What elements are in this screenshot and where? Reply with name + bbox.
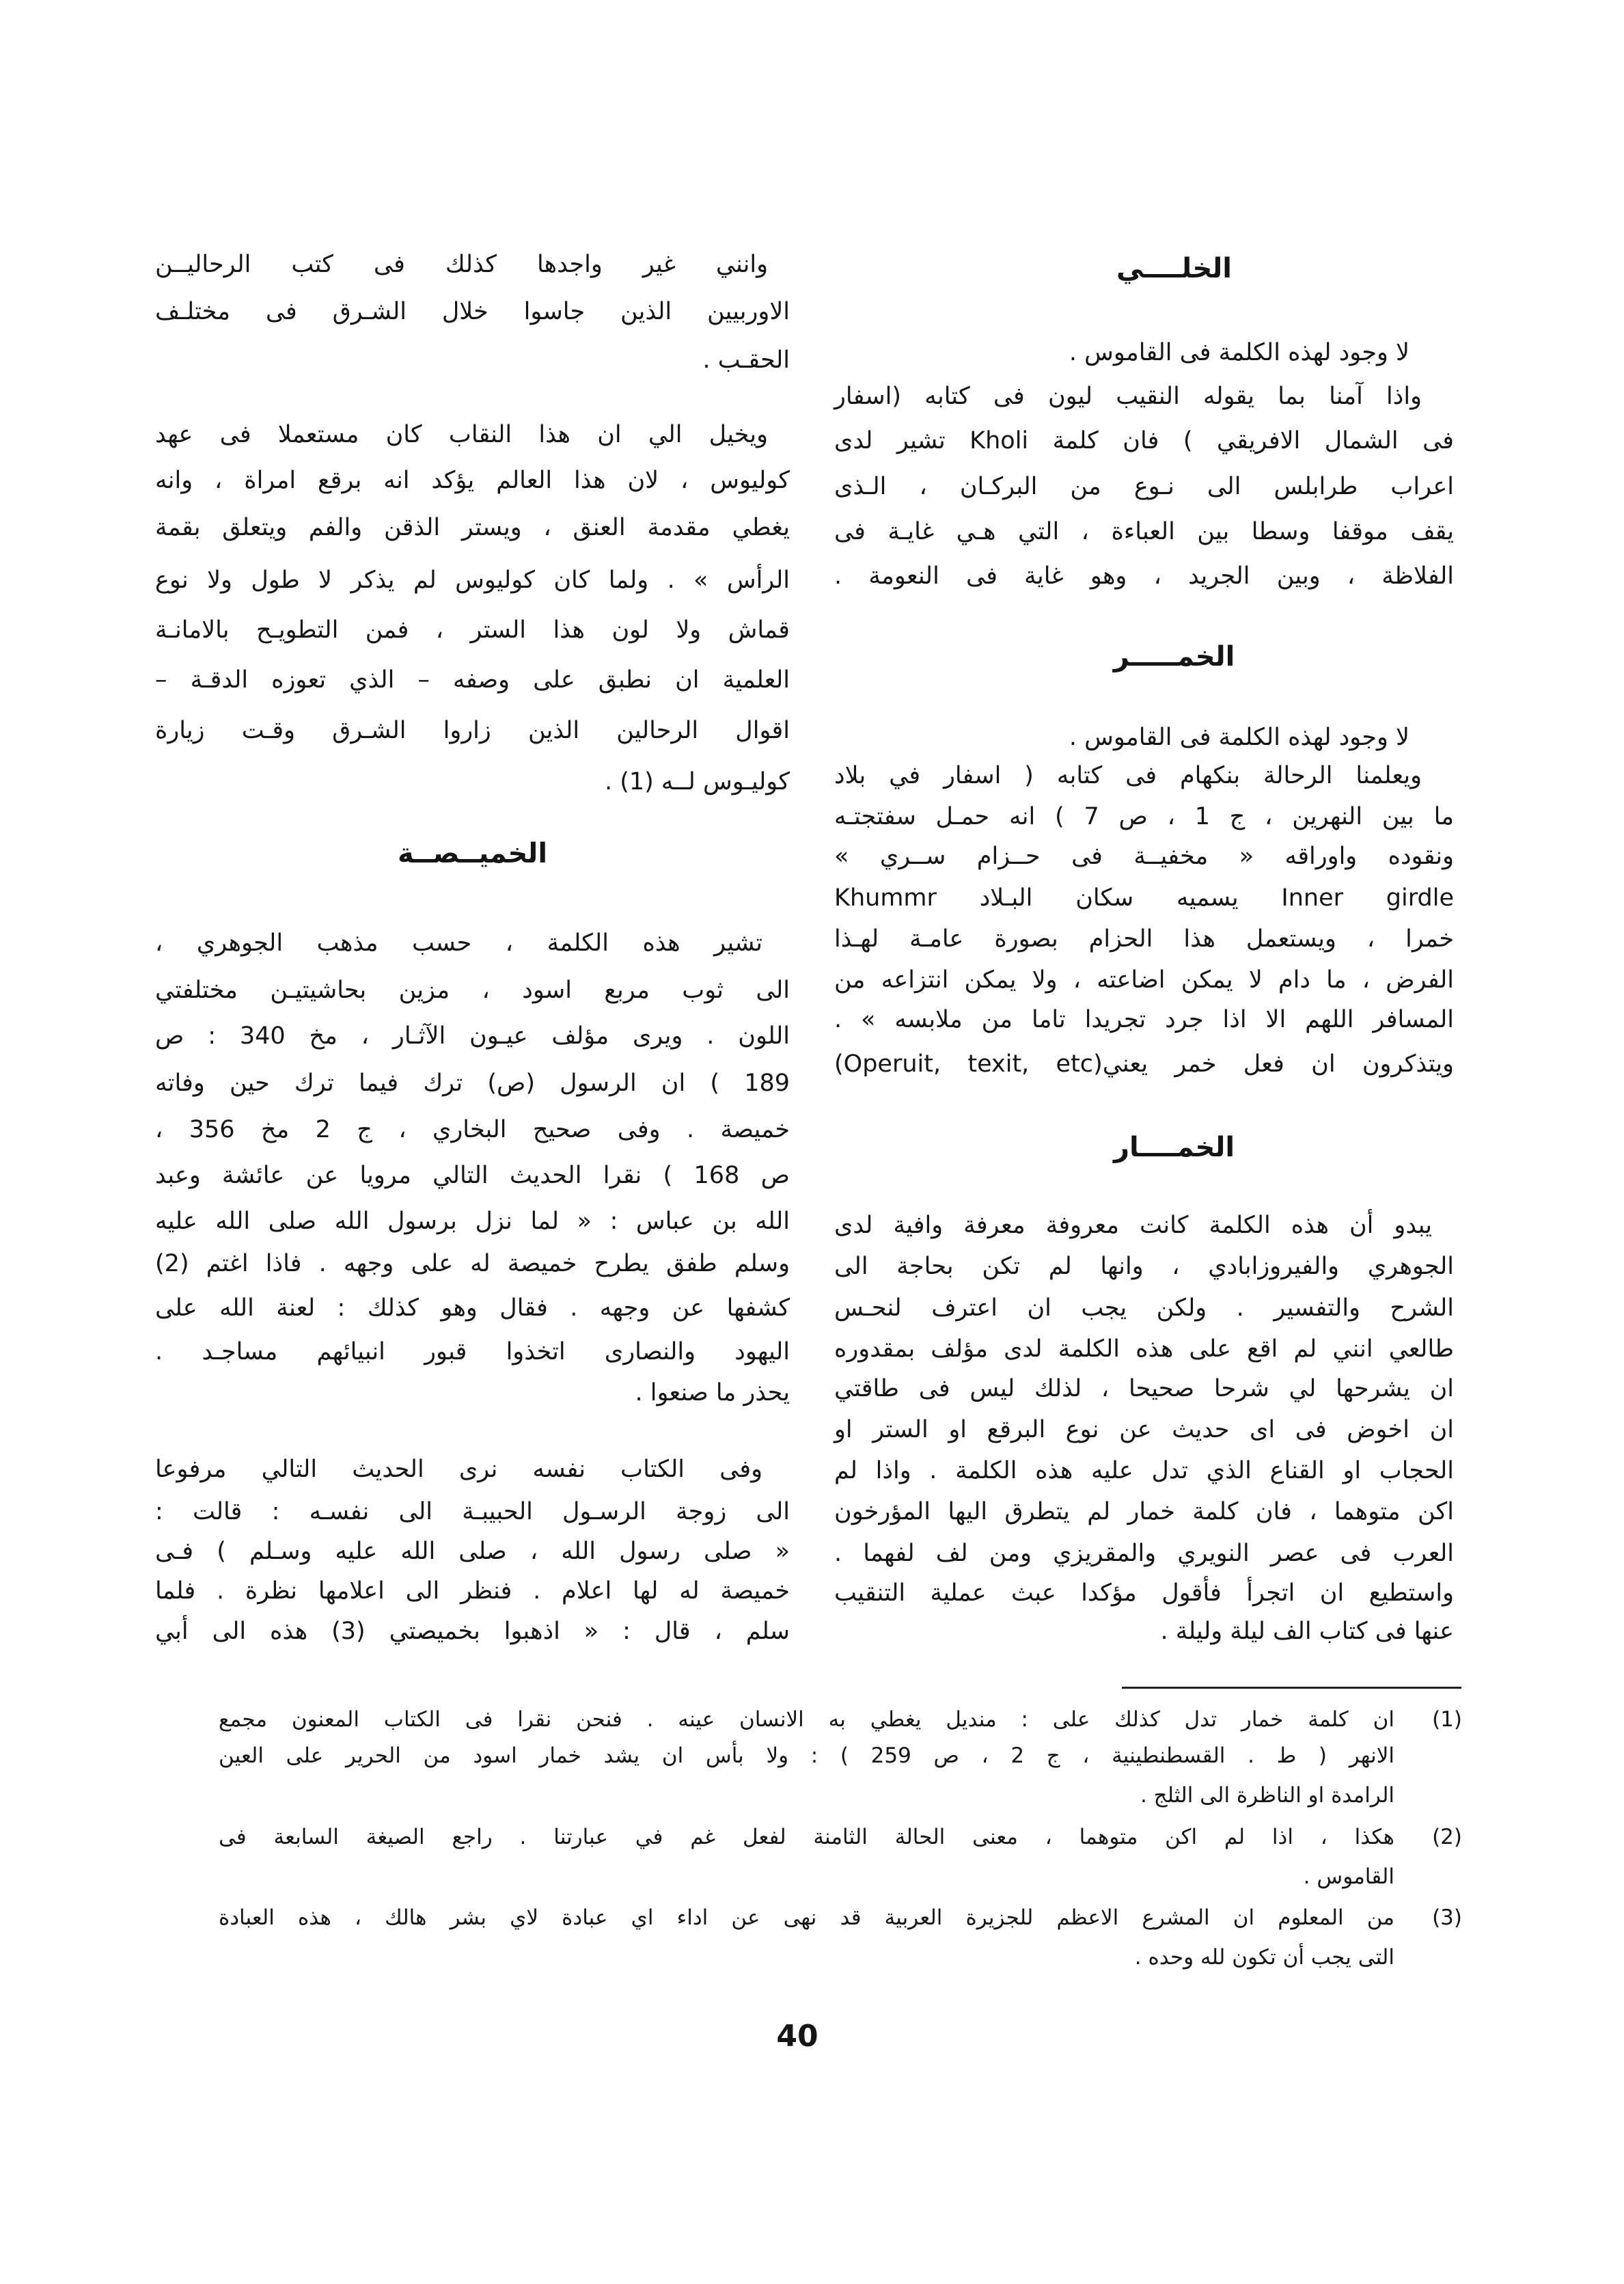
text-line: يغطي مقدمة العنق ، ويستر الذقن والفم ويتعلق بقمة: [155, 514, 790, 541]
text-line: يقف موقفا وسطا بين العباءة ، التي هـي غايـة فى: [834, 518, 1454, 545]
text-line: عنها فى كتاب الف ليلة وليلة .: [1160, 1618, 1454, 1645]
text-line: قماش ولا لون هذا الستر ، فمن التطويـح بالامانـة: [155, 616, 790, 644]
text-line: واذا آمنا بما يقوله النقيب ليون فى كتابه (اسفار: [834, 383, 1422, 410]
section-heading-khali: الخلــــي: [1116, 253, 1233, 284]
text-line: اليهود والنصارى اتخذوا قبور انبيائهم مساجـد .: [155, 1338, 790, 1365]
text-line: كشفها عن وجهه . فقال وهو كذلك : لعنة الله على: [155, 1294, 790, 1322]
section-heading-khamr: الخمـــــر: [1113, 641, 1235, 672]
text-line: ويعلمنا الرحالة بنكهام فى كتابه ( اسفار في بلاد: [834, 762, 1422, 789]
text-line: الجوهري والفيروزابادي ، وانها لم تكن بحاجة الى: [834, 1253, 1454, 1280]
text-line: اكن متوهما ، فان كلمة خمار لم يتطرق اليها المؤرخون: [834, 1498, 1454, 1525]
text-line: الرأس » . ولما كان كوليوس لم يذكر لا طول ولا نوع: [155, 567, 790, 594]
text-line: وفى الكتاب نفسه نرى الحديث التالي مرفوعا: [155, 1456, 762, 1483]
text-line: ما بين النهرين ، ج 1 ، ص 7 ) انه حمـل سفتجتـه: [834, 803, 1454, 830]
footnote-line: هكذا ، اذا لم اكن متوهما ، معنى الحالة الثامنة لفعل غم في عبارتنا . راجع الصيغة السابعة فى: [219, 1825, 1394, 1849]
text-line: طالعي انني لم اقع على هذه الكلمة لدى مؤلف بمقدوره: [834, 1335, 1454, 1363]
text-line: الحقـب .: [702, 346, 790, 374]
text-line: المسافر اللهم الا اذا جرد تجريدا تاما من ملابسه » .: [834, 1006, 1454, 1033]
section-heading-khimar: الخمــــار: [1113, 1132, 1235, 1163]
text-line: ص 168 ) نقرا الحديث التالي مرويا عن عائشة وعبد: [155, 1162, 790, 1189]
text-line: الاوربيين الذين جاسوا خلال الشـرق فى مختلـف: [155, 298, 790, 325]
text-line: الى ثوب مربع اسود ، مزين بحاشيتيـن مختلفتي: [155, 977, 790, 1004]
text-line: خميصة له لها اعلام . فنظر الى اعلامها نظرة . فلما: [155, 1577, 790, 1605]
text-line: العلمية ان نطبق على وصفه – الذي تعوزه الدقـة –: [155, 666, 790, 694]
footnote-line: من المعلوم ان المشرع الاعظم للجزيرة العربية قد نهى عن اداء اي عبادة لاي بشر هالك ، هذه العبادة: [219, 1905, 1394, 1930]
footnote-line: الرامدة او الناظرة الى الثلج .: [1140, 1783, 1394, 1808]
text-line: 189 ) ان الرسول (ص) ترك فيما ترك حين وفاته: [155, 1070, 790, 1097]
text-line: وسلم طفق يطرح خميصة له على وجهه . فاذا اغتم (2): [155, 1250, 790, 1277]
footnote-number: (1): [1432, 1707, 1462, 1732]
text-line: لا وجود لهذه الكلمة فى القاموس .: [1069, 339, 1409, 366]
text-line: ويتذكرون ان فعل خمر يعني(Operuit, texit, etc): [834, 1050, 1455, 1078]
text-line: الحجاب او القناع الذي تدل عليه هذه الكلمة . واذا لم: [834, 1457, 1454, 1484]
text-line: كوليـوس لــه (1) .: [604, 768, 790, 796]
text-line: اعراب طرابلس الى نـوع من البركـان ، الـذى: [834, 473, 1454, 500]
text-line: خمرا ، ويستعمل هذا الحزام بصورة عامـة لهـذا: [834, 925, 1454, 953]
footnote-line: القاموس .: [1303, 1864, 1394, 1889]
text-line: الفلاظة ، وبين الجريد ، وهو غاية فى النعومة .: [834, 562, 1454, 590]
footnotes: [219, 0, 1394, 2284]
text-line: ويخيل الي ان هذا النقاب كان مستعملا فى عهد: [155, 421, 768, 448]
footnote-number: (3): [1432, 1905, 1462, 1930]
section-heading-khamisa: الخميــصــة: [397, 838, 548, 869]
text-line: واستطيع ان اتجرأ فأقول مؤكدا عبث عملية التنقيب: [834, 1579, 1454, 1607]
text-line: خميصة . وفى صحيح البخاري ، ج 2 مخ 356 ،: [155, 1116, 790, 1143]
text-line: يحذر ما صنعوا .: [635, 1379, 790, 1406]
text-line: الله بن عباس : « لما نزل برسول الله صلى الله عليه: [155, 1208, 790, 1235]
footnote-line: التى يجب أن تكون لله وحده .: [1134, 1945, 1394, 1970]
text-line: لا وجود لهذه الكلمة فى القاموس .: [1069, 724, 1409, 751]
page-number: 40: [776, 2019, 818, 2054]
footnote-line: ان كلمة خمار تدل كذلك على : منديل يغطي به الانسان عينه . فنحن نقرا فى الكتاب المعنون مجمع: [219, 1707, 1394, 1732]
text-line: الى زوجة الرسـول الحبيبـة الى نفسـه : قالت :: [155, 1498, 790, 1525]
text-line: سلم ، قال : « اذهبوا بخميصتي (3) هذه الى أبي: [155, 1618, 790, 1645]
text-line: الشرح والتفسير . ولكن يجب ان اعترف لنحـس: [834, 1294, 1454, 1322]
text-line: ونقوده واوراقه « مخفيــة فى حــزام ســري »: [834, 843, 1454, 870]
text-line: العرب فى عصر النويري والمقريزي ومن لف لفهما .: [834, 1540, 1454, 1567]
text-line: تشير هذه الكلمة ، حسب مذهب الجوهري ،: [155, 929, 762, 957]
text-line: اللون . ويرى مؤلف عيـون الآثـار ، مخ 340 : ص: [155, 1022, 790, 1050]
text-line: فى الشمال الافريقي ) فان كلمة Kholi تشير لدى: [834, 427, 1454, 454]
text-line: ان يشرحها لي شرحا صحيحا ، لذلك ليس فى طاقتي: [834, 1375, 1454, 1402]
footnote-number: (2): [1432, 1825, 1462, 1849]
text-line: كوليوس ، لان هذا العالم يؤكد انه برقع امراة ، وانه: [155, 467, 790, 494]
text-line: الفرض ، ما دام لا يمكن اضاعته ، ولا يمكن انتزاعه من: [834, 966, 1454, 994]
text-line: اقوال الرحالين الذين زاروا الشـرق وقـت زيارة: [155, 717, 790, 744]
text-line: « صلى رسول الله ، صلى الله عليه وسـلم ) فـى: [155, 1538, 790, 1565]
text-line: ان اخوض فى اى حديث عن نوع البرقع او الستر او: [834, 1416, 1454, 1443]
text-line: يبدو أن هذه الكلمة كانت معروفة معرفة وافية لدى: [834, 1212, 1432, 1239]
text-line: وانني غير واجدها كذلك فى كتب الرحاليــن: [155, 251, 768, 278]
text-line: Inner girdle يسميه سكان البـلاد Khummr: [834, 884, 1454, 912]
footnote-line: الانهر ( ط . القسطنطينية ، ج 2 ، ص 259 ) : ولا بأس ان يشد خمار اسود من الحرير على العين: [219, 1743, 1395, 1768]
